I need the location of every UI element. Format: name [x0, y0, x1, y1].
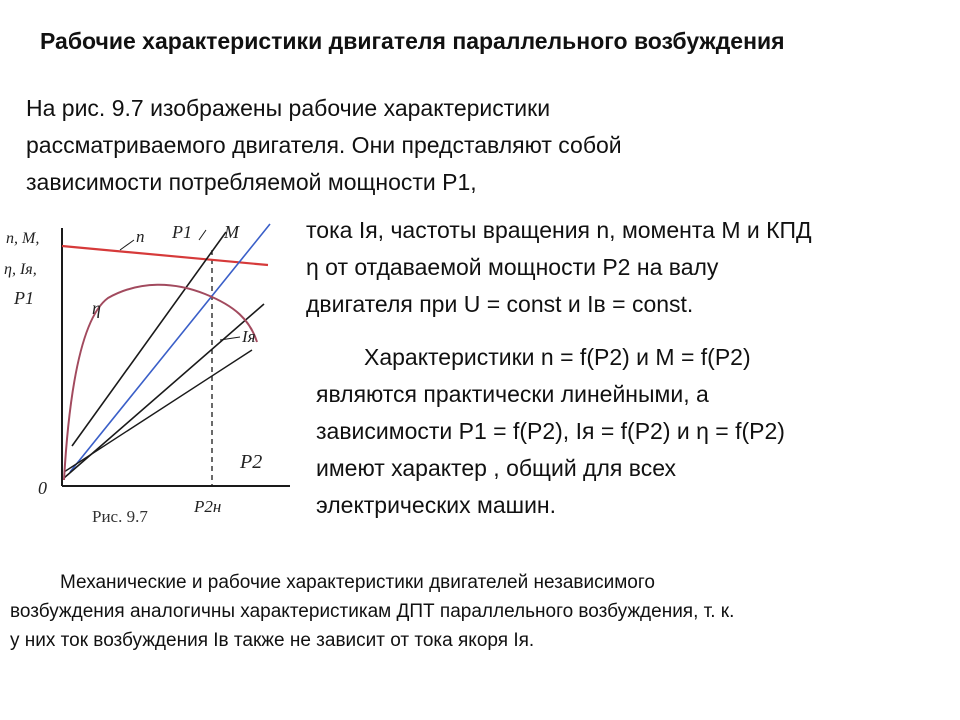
ia-leader	[220, 337, 240, 340]
input-power-line	[72, 232, 226, 446]
origin-label: 0	[38, 478, 47, 498]
footer-line	[10, 568, 955, 597]
performance-chart	[0, 210, 300, 530]
footer-paragraph	[10, 568, 955, 655]
curve-label-eta: η	[92, 298, 101, 318]
torque-line	[70, 224, 270, 472]
lower-line	[64, 350, 252, 472]
p1-leader	[199, 230, 206, 240]
footer-line-text: Механические и рабочие характеристики двигателей независимого	[60, 572, 655, 593]
n-leader	[120, 240, 134, 250]
y-axis-label-3: P1	[14, 288, 34, 308]
dependency-line: двигателя при U = const и Iв = const.	[306, 291, 694, 317]
footer-line: возбуждения аналогичны характеристикам ДПТ параллельного возбуждения, т. к.	[10, 601, 735, 622]
dependency-paragraph	[306, 212, 956, 323]
characteristics-line: являются практически линейными, а	[316, 381, 709, 407]
x-axis-label: P2	[240, 451, 263, 473]
y-axis-label-2: η, Iя,	[4, 261, 37, 278]
characteristics-line-text: Характеристики n = f(P2) и M = f(P2)	[364, 344, 751, 370]
intro-line: На рис. 9.7 изображены рабочие характеристики	[26, 95, 551, 121]
characteristics-line: имеют характер , общий для всех	[316, 455, 676, 481]
y-axis-label-1: n, M,	[6, 230, 40, 247]
figure-caption: Рис. 9.7	[92, 507, 148, 526]
speed-curve	[62, 246, 268, 265]
characteristics-line	[316, 339, 936, 376]
intro-paragraph	[26, 90, 806, 201]
curve-label-p1: P1	[172, 222, 192, 242]
dependency-line: η от отдаваемой мощности Р2 на валу	[306, 254, 719, 280]
performance-figure	[0, 210, 300, 535]
characteristics-line: зависимости Р1 = f(P2), Iя = f(P2) и η = f(P2)	[316, 418, 785, 444]
page-title: Рабочие характеристики двигателя параллельного возбуждения	[40, 28, 785, 54]
intro-line: зависимости потребляемой мощности Р1,	[26, 169, 477, 195]
curve-label-n: n	[136, 227, 145, 246]
curve-label-m: M	[224, 222, 239, 242]
footer-line: у них ток возбуждения Iв также не зависит от тока якоря Iя.	[10, 630, 535, 651]
intro-line: рассматриваемого двигателя. Они представляют собой	[26, 132, 622, 158]
rated-power-label: P2н	[194, 497, 222, 516]
characteristics-line: электрических машин.	[316, 492, 557, 518]
dependency-line: тока Iя, частоты вращения n, момента М и КПД	[306, 217, 812, 243]
characteristics-paragraph	[316, 339, 936, 524]
curve-label-ia: Iя	[242, 327, 256, 346]
